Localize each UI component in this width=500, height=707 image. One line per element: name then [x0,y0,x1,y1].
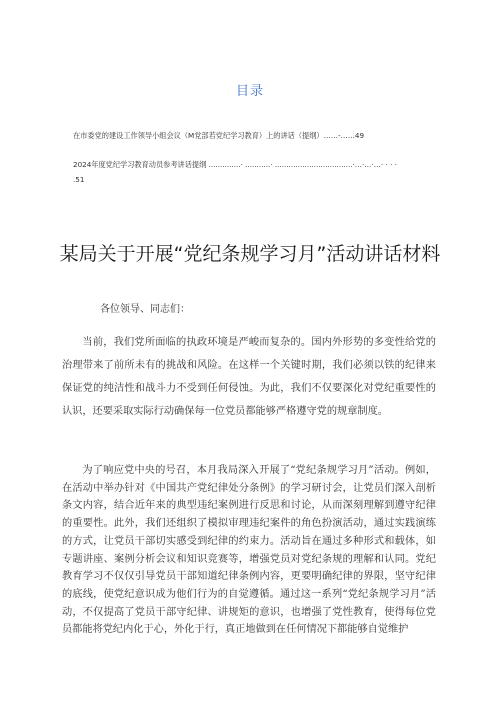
toc-entry-2-page-number: .51 [73,175,85,184]
toc-title: 目录 [235,84,264,99]
paragraph-2: 为了响应党中央的号召，本月我局深入开展了“党纪条规学习月”活动。例如，在活动中举办针对《中国共产党纪律处分条例》的学习研讨会，让党员们深入剖析条文内容，结合近年来的典型违纪案例进行反思和讨论，从而深刻理解到遵守纪律的重要性。此外，我们还组织了模拟审理违纪案件的角色扮演活动，通过实践演练的方式，让党员干部切实感受到纪律的约束力。活动旨在通过多种形式和载体，如专题讲座、案例分析会议和知识竞赛等，增强党员对党纪条规的理解和认同。党纪教育学习不仅仅引导党员干部知道纪律条例内容，更要明确纪律的界限，坚守纪律的底线，使党纪意识成为他们行为的自觉遵循。通过这一系列“党纪条规学习月”活动，不仅提高了党员干部守纪律、讲规矩的意识，也增强了党性教育，使得每位党员都能将党纪内化于心，外化于行，真正地做到在任何情况下都能够自觉维护 [62,465,436,636]
paragraph-1: 当前，我们党所面临的执政环境是严峻而复杂的。国内外形势的多变性给党的治理带来了前所未有的挑战和风险。在这样一个关键时期，我们必须以铁的纪律来保证党的纯洁性和战斗力不受到任何侵蚀。为此，我们不仅要深化对党纪重要性的认识，还要采取实际行动确保每一位党员都能够严格遵守党的规章制度。 [62,337,436,417]
document-title: 某局关于开展“党纪条规学习月”活动讲话材料 [59,242,441,265]
salutation: 各位领导、同志们： [100,304,190,315]
toc-entry-2[interactable]: 2024年度党纪学习教育动员参考讲话提纲 ..............· ...........· ..................................·…·…·…· · · · [73,160,397,169]
toc-entry-1[interactable]: 在市委党的建设工作领导小组会议（M党部若党纪学习教育）上的讲话（提纲）……-……49 [73,131,365,140]
